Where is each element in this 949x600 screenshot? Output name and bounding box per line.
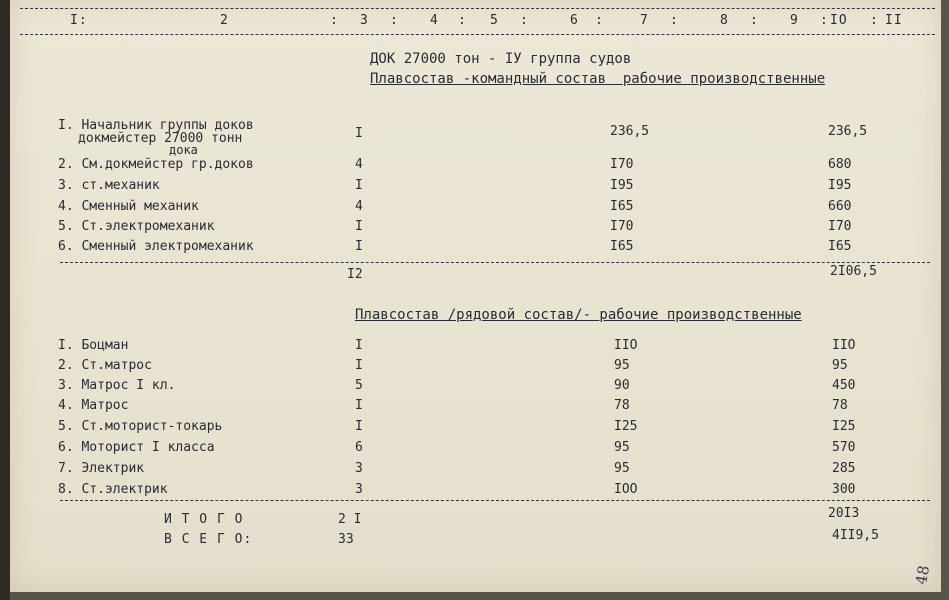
itogo-total: 20I3 xyxy=(828,506,860,521)
row-qty: I xyxy=(355,358,363,373)
row-total: I25 xyxy=(832,419,856,434)
header-col-12: : xyxy=(670,13,679,28)
row-total: I70 xyxy=(828,219,852,234)
itogo-label: И Т О Г О xyxy=(164,512,244,527)
row-qty: 3 xyxy=(355,461,363,476)
header-col-15: 9 xyxy=(790,13,799,28)
row-total: 300 xyxy=(832,482,856,497)
row-name: 3. Матрос I кл. xyxy=(58,378,176,393)
row-qty: I xyxy=(355,398,363,413)
header-col-13: 8 xyxy=(720,13,729,28)
row-name: 2. Ст.матрос xyxy=(58,358,152,373)
row-rate: I25 xyxy=(614,419,638,434)
header-col-10: : xyxy=(595,13,604,28)
row-name: 5. Ст.моторист-токарь xyxy=(58,419,223,434)
row-total: 285 xyxy=(832,461,856,476)
row-total: 78 xyxy=(832,398,848,413)
row-name: 3. ст.механик xyxy=(58,178,160,193)
row-rate: I70 xyxy=(610,219,634,234)
section1-subtitle: Плавсостав -командный состав рабочие производственные xyxy=(370,71,826,87)
header-col-2: : xyxy=(330,13,339,28)
row-rate: IIO xyxy=(614,338,638,353)
row-rate: 95 xyxy=(614,461,630,476)
row-qty: 3 xyxy=(355,482,363,497)
section1-sum-qty: I2 xyxy=(347,267,363,282)
header-col-18: : xyxy=(870,13,879,28)
header-col-17: IO xyxy=(830,13,848,28)
header-col-19: II xyxy=(885,13,903,28)
header-col-8: : xyxy=(520,13,529,28)
row-name2: докмейстер 27000 тонн xyxy=(78,131,243,146)
header-top-rule xyxy=(20,8,935,9)
row-rate: 90 xyxy=(614,378,630,393)
row-total: 95 xyxy=(832,358,848,373)
row-rate: I70 xyxy=(610,157,634,172)
row-rate: 78 xyxy=(614,398,630,413)
header-col-0: I: xyxy=(70,13,88,28)
row-qty: I xyxy=(355,219,363,234)
itogo-qty: 2 I xyxy=(338,512,362,527)
row-rate: I95 xyxy=(610,178,634,193)
row-name: 2. См.докмейстер гр.доков xyxy=(58,157,254,172)
row-rate: 95 xyxy=(614,358,630,373)
row-name: 6. Сменный электромеханик xyxy=(58,239,254,254)
header-col-5: 4 xyxy=(430,13,439,28)
page-number: 48 xyxy=(912,564,934,586)
row-name: I. Боцман xyxy=(58,338,129,353)
row-rate: 95 xyxy=(614,440,630,455)
paper-edge xyxy=(0,0,10,600)
row-qty: I xyxy=(355,338,363,353)
row-total: I95 xyxy=(828,178,852,193)
row-rate: I65 xyxy=(610,239,634,254)
itogo-rule xyxy=(60,500,930,501)
row-qty: I xyxy=(355,239,363,254)
section2-subtitle: Плавсостав /рядовой состав/- рабочие производственные xyxy=(355,307,802,323)
row-qty: I xyxy=(355,419,363,434)
header-col-6: : xyxy=(458,13,467,28)
header-col-7: 5 xyxy=(490,13,499,28)
row-rate: I65 xyxy=(610,199,634,214)
row-name: 4. Матрос xyxy=(58,398,129,413)
row-name: 4. Сменный механик xyxy=(58,199,199,214)
row-total: 680 xyxy=(828,157,852,172)
row-total: 450 xyxy=(832,378,856,393)
row-rate: 236,5 xyxy=(610,124,650,139)
row-qty: 4 xyxy=(355,199,363,214)
row-rate: IOO xyxy=(614,482,638,497)
header-col-3: 3 xyxy=(360,13,369,28)
row-name: 8. Ст.электрик xyxy=(58,482,168,497)
section1-sum-total: 2I06,5 xyxy=(830,264,877,279)
row-name: 6. Моторист I класса xyxy=(58,440,215,455)
section1-sum-rule xyxy=(60,262,930,263)
document-page xyxy=(10,0,941,592)
header-col-11: 7 xyxy=(640,13,649,28)
row-qty: I xyxy=(355,126,363,141)
row-qty: 5 xyxy=(355,378,363,393)
doc-title: ДОК 27000 тон - IУ группа судов xyxy=(370,51,632,67)
header-col-14: : xyxy=(750,13,759,28)
row-name: I. Начальник группы доков xyxy=(58,118,254,133)
row-total: 570 xyxy=(832,440,856,455)
handwritten-annotation: дока xyxy=(169,143,198,157)
vsego-label: В С Е Г О: xyxy=(164,532,253,547)
row-qty: I xyxy=(355,178,363,193)
header-col-9: 6 xyxy=(570,13,579,28)
vsego-qty: 33 xyxy=(338,532,354,547)
header-col-16: : xyxy=(820,13,829,28)
row-total: IIO xyxy=(832,338,856,353)
row-total: I65 xyxy=(828,239,852,254)
row-name: 7. Электрик xyxy=(58,461,145,476)
row-qty: 4 xyxy=(355,157,363,172)
header-col-1: 2 xyxy=(220,13,229,28)
header-bottom-rule xyxy=(20,34,935,35)
row-qty: 6 xyxy=(355,440,363,455)
vsego-total: 4II9,5 xyxy=(832,528,879,543)
row-total: 236,5 xyxy=(828,124,868,139)
header-col-4: : xyxy=(390,13,399,28)
row-total: 660 xyxy=(828,199,852,214)
row-name: 5. Ст.электромеханик xyxy=(58,219,215,234)
